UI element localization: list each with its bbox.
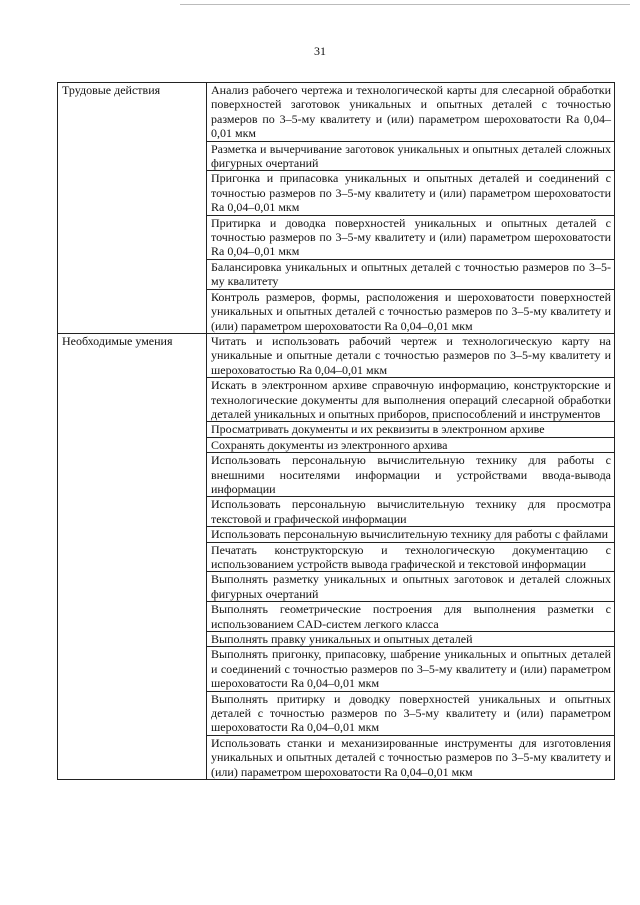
table-cell: Пригонка и припасовка уникальных и опытных деталей и соединений с точностью размеров по 3–5-му квалитету и (или) параметром шероховатости Ra 0,04–0,01 мкм: [207, 171, 615, 215]
table-cell: Выполнять пригонку, припасовку, шабрение уникальных и опытных деталей и соединений с точностью размеров по 3–5-му квалитету и (или) параметром шероховатости Ra 0,04–0,01 мкм: [207, 647, 615, 691]
table-cell: Притирка и доводка поверхностей уникальных и опытных деталей с точностью размеров по 3–5-му квалитету и (или) параметром шероховатости Ra 0,04–0,01 мкм: [207, 215, 615, 259]
table-cell: Использовать персональную вычислительную технику для просмотра текстовой и графической информации: [207, 497, 615, 527]
top-rule: [180, 4, 630, 5]
table-cell: Разметка и вычерчивание заготовок уникальных и опытных деталей сложных фигурных очертаний: [207, 141, 615, 171]
table-cell: Выполнять притирку и доводку поверхностей уникальных и опытных деталей с точностью размеров по 3–5-му квалитету и (или) параметром шероховатости Ra 0,04–0,01 мкм: [207, 691, 615, 735]
table-cell: Использовать персональную вычислительную технику для работы с внешними носителями информации и устройствами ввода-вывода информации: [207, 453, 615, 497]
table-row: [58, 333, 615, 377]
table-row: [58, 83, 615, 142]
table-cell: Контроль размеров, формы, расположения и шероховатости поверхностей уникальных и опытных деталей с точностью размеров по 3–5-му квалитету и (или) параметром шероховатости Ra 0,04–0,01 мкм: [207, 289, 615, 333]
table-cell: Анализ рабочего чертежа и технологической карты для слесарной обработки поверхностей заготовок уникальных и опытных деталей с точностью размеров по 3–5-му квалитету и (или) параметром шероховатости Ra 0,04–0,01 мкм: [207, 83, 615, 142]
table-cell: Просматривать документы и их реквизиты в электронном архиве: [207, 422, 615, 437]
table-cell: Печатать конструкторскую и технологическую документацию с использованием устройств вывода графической и текстовой информации: [207, 542, 615, 572]
section-label-required-skills: Необходимые умения: [58, 333, 207, 779]
table-cell: Искать в электронном архиве справочную информацию, конструкторские и технологические документы для выполнения операций слесарной обработки деталей уникальных и опытных приборов, приспособлений и инструментов: [207, 378, 615, 422]
table-cell: Читать и использовать рабочий чертеж и технологическую карту на уникальные и опытные детали с точностью размеров по 3–5-му квалитету и шероховатостью Ra 0,04–0,01 мкм: [207, 333, 615, 377]
section-label-labor-actions: Трудовые действия: [58, 83, 207, 334]
table-cell: Выполнять геометрические построения для выполнения разметки с использованием CAD-систем легкого класса: [207, 602, 615, 632]
table-cell: Балансировка уникальных и опытных деталей с точностью размеров по 3–5-му квалитету: [207, 259, 615, 289]
table-cell: Сохранять документы из электронного архива: [207, 437, 615, 452]
table-cell: Выполнять разметку уникальных и опытных заготовок и деталей сложных фигурных очертаний: [207, 572, 615, 602]
table-cell: Использовать станки и механизированные инструменты для изготовления уникальных и опытных деталей с точностью размеров по 3–5-му квалитету и (или) параметром шероховатости Ra 0,04–0,01 мкм: [207, 735, 615, 779]
table-cell: Использовать персональную вычислительную технику для работы с файлами: [207, 527, 615, 542]
table-cell: Выполнять правку уникальных и опытных деталей: [207, 632, 615, 647]
requirements-table: [57, 82, 615, 780]
page-number: 31: [314, 44, 326, 58]
